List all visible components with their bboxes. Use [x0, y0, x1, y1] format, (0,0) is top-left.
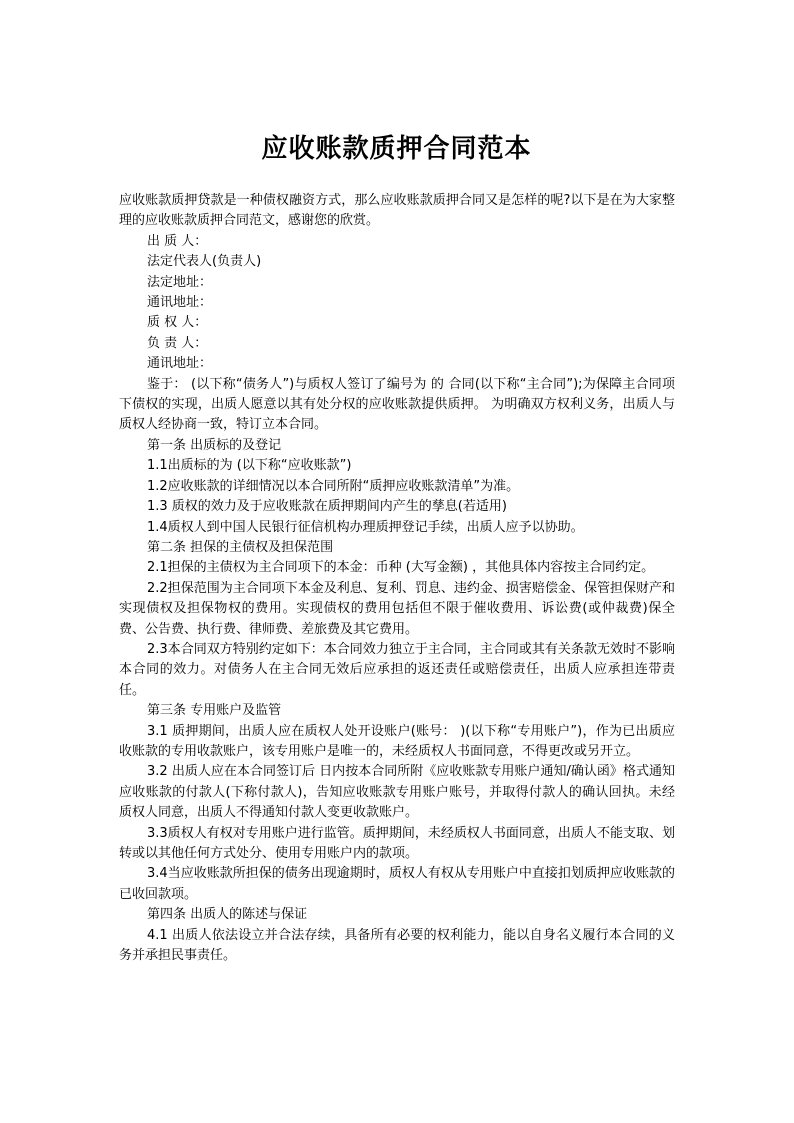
party-legal-representative: 法定代表人(负责人): [147, 254, 262, 270]
clause-3-2: 3.2 出质人应在本合同签订后 日内按本合同所附《应收账款专用账户通知/确认函》格式通知应收账款的付款人(下称付款人)，告知应收账款专用账户账号，并取得付款人的确认回执。未经质权人同意，出质人不得通知付款人变更收款账户。: [119, 764, 675, 821]
article-2-heading: 第二条 担保的主债权及担保范围: [147, 539, 334, 555]
clause-3-3: 3.3质权人有权对专用账户进行监管。质押期间，未经质权人书面同意，出质人不能支取、划转或以其他任何方式处分、使用专用账户内的款项。: [119, 825, 675, 861]
party-pledgee-mailing-address: 通讯地址：: [147, 356, 213, 372]
clause-2-3: 2.3本合同双方特别约定如下：本合同效力独立于主合同，主合同或其有关条款无效时不影响本合同的效力。对债务人在主合同无效后应承担的返还责任或赔偿责任，出质人应承担连带责任。: [119, 641, 675, 698]
clause-1-1: 1.1出质标的为 (以下称“应收账款”): [147, 458, 352, 474]
article-1-heading: 第一条 出质标的及登记: [147, 437, 282, 453]
clause-3-4: 3.4当应收账款所担保的债务出现逾期时，质权人有权从专用账户中直接扣划质押应收账款的已收回款项。: [119, 866, 675, 902]
clause-2-2: 2.2担保范围为主合同项下本金及利息、复利、罚息、违约金、损害赔偿金、保管担保财产和实现债权及担保物权的费用。实现债权的费用包括但不限于催收费用、诉讼费(或仲裁费)保全费、公告费、执行费、律师费、差旅费及其它费用。: [119, 580, 675, 637]
party-mailing-address: 通讯地址：: [147, 295, 213, 311]
intro-paragraph: 应收账款质押贷款是一种债权融资方式，那么应收账款质押合同又是怎样的呢?以下是在为大家整理的应收账款质押合同范文，感谢您的欣赏。: [119, 193, 675, 229]
document-body: [119, 191, 675, 966]
clause-1-4: 1.4质权人到中国人民银行征信机构办理质押登记手续，出质人应予以协助。: [147, 519, 584, 535]
article-3-heading: 第三条 专用账户及监管: [147, 703, 282, 719]
clause-1-3: 1.3 质权的效力及于应收账款在质押期间内产生的孳息(若适用): [147, 499, 507, 515]
clause-1-2: 1.2应收账款的详细情况以本合同所附“质押应收账款清单”为准。: [147, 478, 520, 494]
party-legal-address: 法定地址：: [147, 274, 213, 290]
clause-3-1: 3.1 质押期间，出质人应在质权人处开设账户(账号： )(以下称“专用账户”)，作为已出质应收账款的专用收款账户，该专用账户是唯一的，未经质权人书面同意，不得更改或另开立。: [119, 723, 675, 759]
clause-4-1: 4.1 出质人依法设立并合法存续，具备所有必要的权利能力，能以自身名义履行本合同的义务并承担民事责任。: [119, 927, 675, 964]
article-4-heading: 第四条 出质人的陈述与保证: [147, 907, 308, 923]
party-pledgee: 质 权 人：: [147, 315, 208, 331]
party-pledgor: 出 质 人：: [147, 233, 208, 249]
clause-2-1: 2.1担保的主债权为主合同项下的本金：币种 (大写金额) ，其他具体内容按主合同约定。: [147, 560, 655, 576]
party-responsible-person: 负 责 人：: [147, 335, 208, 351]
document-title: 应收账款质押合同范本: [261, 134, 532, 164]
recital-paragraph: 鉴于： (以下称“债务人”)与质权人签订了编号为 的 合同(以下称“主合同”);为保障主合同项下债权的实现，出质人愿意以其有处分权的应收账款提供质押。 为明确双方权利义务，出质人与质权人经协商一致，特订立本合同。: [119, 376, 675, 433]
